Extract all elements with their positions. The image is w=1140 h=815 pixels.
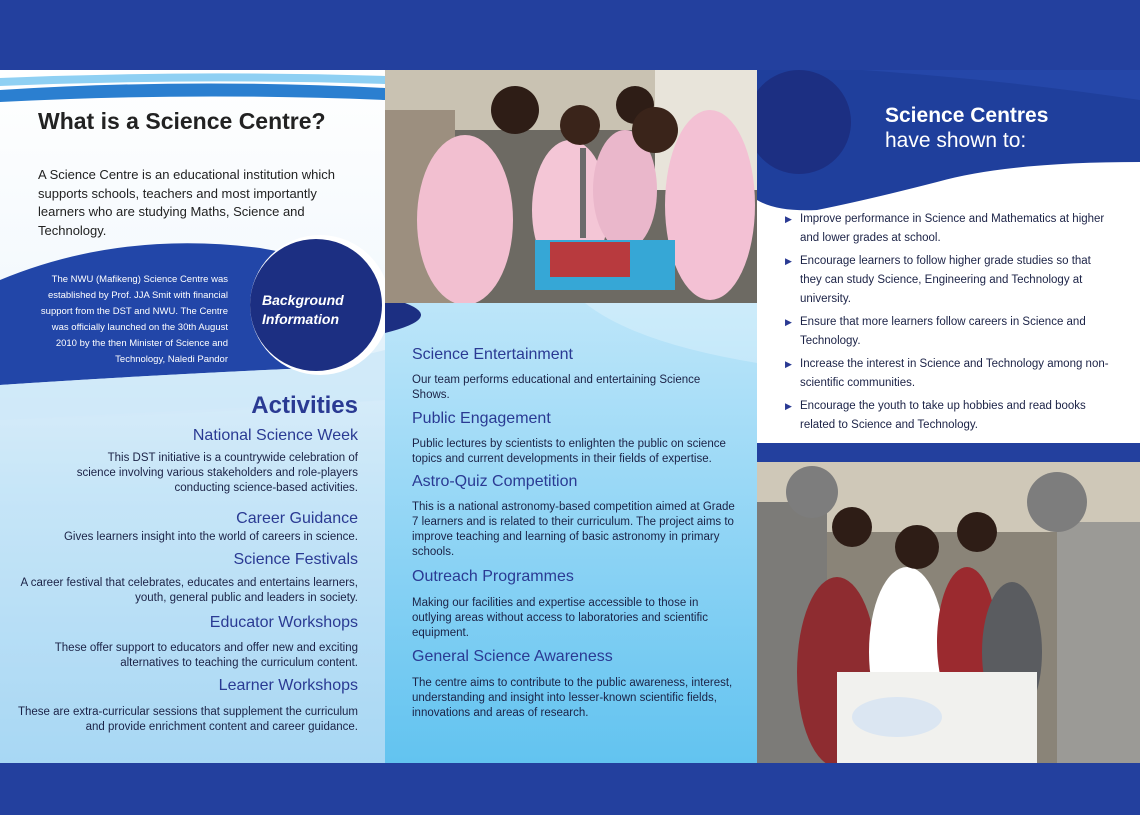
section-heading-public-engagement: Public Engagement xyxy=(412,410,551,427)
background-text xyxy=(41,272,228,368)
background-label-line-1: Background xyxy=(262,292,344,308)
section-body-public-engagement xyxy=(412,437,747,467)
section-line: improve teaching and learning of basic astronomy in primary xyxy=(412,531,720,543)
intro-paragraph: A Science Centre is an educational institution which supports schools, teachers and most importantly learners who are studying Maths, Science and Technology. xyxy=(38,167,336,238)
activity-line: These are extra-curricular sessions that supplement the curriculum xyxy=(17,706,358,718)
background-line: 2010 by the then Minister of Science and xyxy=(55,338,228,349)
right-title-line-1: Science Centres xyxy=(885,104,1049,127)
bullet-arrow-icon: ▶ xyxy=(785,214,792,224)
activity-body-career-guidance xyxy=(64,530,358,545)
activity-line: Gives learners insight into the world of careers in science. xyxy=(63,531,358,543)
background-line: Technology, Naledi Pandor xyxy=(115,354,228,365)
benefit-line: and lower grades at school. xyxy=(800,232,941,244)
activity-line: alternatives to teaching the curriculum content. xyxy=(120,657,358,669)
bullet-arrow-icon: ▶ xyxy=(785,317,792,327)
activities-title: Activities xyxy=(251,392,358,419)
activity-body-educator-workshops xyxy=(55,641,358,671)
activity-line: These offer support to educators and offer new and exciting xyxy=(54,642,358,654)
benefit-item xyxy=(785,355,1115,393)
benefit-line: Technology. xyxy=(800,335,861,347)
background-label-line-2: Information xyxy=(262,311,339,327)
section-line: Public lectures by scientists to enlighten the public on science xyxy=(412,438,726,450)
activity-line: A career festival that celebrates, educates and entertains learners, xyxy=(20,577,358,589)
section-body-astro-quiz xyxy=(412,500,747,560)
section-line: 7 learners and is related to their curriculum. The project aims to xyxy=(412,516,734,528)
bullet-arrow-icon: ▶ xyxy=(785,401,792,411)
background-line: was officially launched on the 30th August xyxy=(51,322,228,333)
section-heading-astro-quiz: Astro-Quiz Competition xyxy=(412,473,578,490)
activity-heading-educator-workshops: Educator Workshops xyxy=(209,614,358,631)
middle-panel xyxy=(385,70,757,763)
background-line: established by Prof. JJA Smit with financial xyxy=(47,290,228,301)
students-photo-bottom xyxy=(757,462,1140,763)
students-photo-top xyxy=(385,70,757,303)
activity-heading-science-festivals: Science Festivals xyxy=(233,551,358,568)
activity-line: This DST initiative is a countrywide celebration of xyxy=(107,452,358,464)
section-heading-general-science-awareness: General Science Awareness xyxy=(412,648,613,665)
section-line: topics and current developments in their fields of expertise. xyxy=(412,453,712,465)
activity-heading-learner-workshops: Learner Workshops xyxy=(218,677,358,694)
benefit-line: scientific communities. xyxy=(800,377,916,389)
right-title-line-2: have shown to: xyxy=(885,129,1027,152)
page-title: What is a Science Centre? xyxy=(38,108,326,134)
activity-heading-career-guidance: Career Guidance xyxy=(236,510,358,527)
benefit-item xyxy=(785,397,1115,435)
section-body-outreach-programmes xyxy=(412,596,747,641)
section-line: Shows. xyxy=(412,389,450,401)
benefit-line: related to Science and Technology. xyxy=(800,419,978,431)
benefit-item xyxy=(785,210,1115,248)
benefit-line: Increase the interest in Science and Technology among non- xyxy=(800,358,1109,370)
benefit-item xyxy=(785,313,1115,351)
benefit-line: Ensure that more learners follow careers in Science and xyxy=(800,316,1086,328)
right-divider-band xyxy=(757,443,1140,462)
section-line: innovations and areas of research. xyxy=(412,707,589,719)
section-line: schools. xyxy=(412,546,455,558)
bullet-arrow-icon: ▶ xyxy=(785,359,792,369)
benefit-line: they can study Science, Engineering and Technology at xyxy=(800,274,1083,286)
bottom-band xyxy=(0,763,1140,815)
section-heading-science-entertainment: Science Entertainment xyxy=(412,346,573,363)
benefit-line: Encourage learners to follow higher grade studies so that xyxy=(800,255,1091,267)
section-line: Our team performs educational and entertaining Science xyxy=(412,374,701,386)
section-line: understanding and insight into lesser-known scientific fields, xyxy=(412,692,717,704)
activity-line: and provide enrichment content and career guidance. xyxy=(85,721,358,733)
activity-line: science involving various stakeholders and role-players xyxy=(76,467,358,479)
benefit-item xyxy=(785,252,1115,309)
activity-body-learner-workshops xyxy=(18,705,358,735)
activity-heading-national-science-week: National Science Week xyxy=(192,427,358,444)
activity-body-national-science-week xyxy=(77,451,358,496)
benefit-line: Encourage the youth to take up hobbies and read books xyxy=(800,400,1086,412)
section-line: outlying areas without access to laboratories and scientific xyxy=(412,612,708,624)
activity-line: youth, general public and leaders in society. xyxy=(135,592,358,604)
benefits-list xyxy=(785,210,1115,439)
background-line: The NWU (Mafikeng) Science Centre was xyxy=(51,274,228,285)
section-line: The centre aims to contribute to the public awareness, interest, xyxy=(412,677,733,689)
section-line: Making our facilities and expertise accessible to those in xyxy=(412,597,699,609)
activity-line: conducting science-based activities. xyxy=(174,482,358,494)
section-line: equipment. xyxy=(412,627,469,639)
bullet-arrow-icon: ▶ xyxy=(785,256,792,266)
section-line: This is a national astronomy-based competition aimed at Grade xyxy=(412,501,735,513)
top-band xyxy=(0,0,1140,70)
benefit-line: university. xyxy=(800,293,851,305)
activity-body-science-festivals xyxy=(20,576,358,606)
left-panel xyxy=(0,70,385,763)
background-line: support from the DST and NWU. The Centre xyxy=(40,306,228,317)
section-heading-outreach-programmes: Outreach Programmes xyxy=(412,568,574,585)
benefit-line: Improve performance in Science and Mathematics at higher xyxy=(800,213,1105,225)
section-body-general-science-awareness xyxy=(412,676,747,721)
section-body-science-entertainment xyxy=(412,373,747,403)
